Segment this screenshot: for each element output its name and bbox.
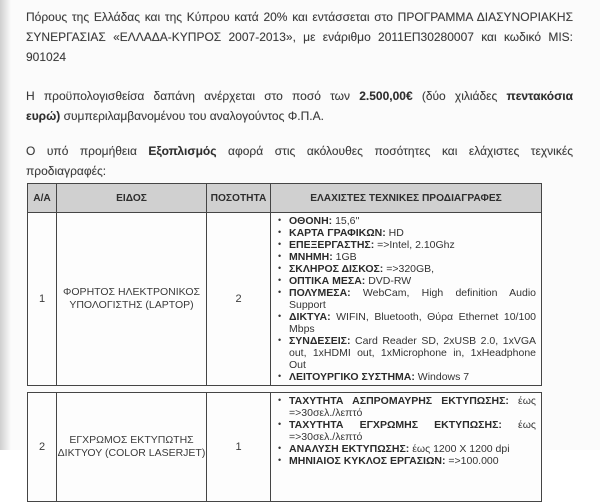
table-row-laptop [27, 213, 542, 386]
col-header-index: Α/Α [28, 184, 57, 212]
spec-item [277, 335, 536, 371]
text-segment: συμπεριλαμβανομένου του αναλογούντος Φ.Π.Α. [60, 109, 324, 123]
bullet-icon: • [278, 371, 282, 381]
spec-item [277, 311, 536, 335]
spec-item [277, 251, 536, 263]
text-segment: Πόρους της Ελλάδας και της Κύπρου κατά 20% και εντάσσεται στο ΠΡΟΓΡΑΜΜΑ ΔΙΑΣΥΝΟΡΙΑΚΗΣ [26, 10, 573, 24]
spec-label: ΤΑΧΥΤΗΤΑ ΑΣΠΡΟΜΑΥΡΗΣ ΕΚΤΥΠΩΣΗΣ: [289, 395, 509, 407]
table-header-row [27, 183, 542, 213]
spec-value: WebCam, High definition Audio Support [289, 287, 536, 311]
spec-label: ΛΕΙΤΟΥΡΓΙΚΟ ΣΥΣΤΗΜΑ: [289, 371, 415, 383]
spec-value: =>320GB, [383, 263, 435, 275]
text-line [26, 7, 573, 27]
spec-item [277, 227, 536, 239]
col-header-quantity: ΠΟΣΟΤΗΤΑ [207, 184, 271, 212]
spec-label: ΑΝΑΛΥΣΗ ΕΚΤΥΠΩΣΗΣ: [289, 443, 410, 455]
bullet-icon: • [278, 275, 282, 285]
item-specs-cell [271, 393, 541, 501]
bold-text-segment: πεντακόσια [506, 89, 573, 103]
spec-label: ΕΠΕΞΕΡΓΑΣΤΗΣ: [289, 239, 375, 251]
spec-item [277, 239, 536, 251]
spec-label: ΜΝΗΜΗ: [289, 251, 333, 263]
text-line [26, 141, 573, 161]
item-name-line: ΥΠΟΛΟΓΙΣΤΗΣ (LAPTOP) [69, 299, 194, 311]
bullet-icon: • [278, 215, 282, 225]
item-name-line: ΔΙΚΤΥΟΥ (COLOR LASERJET) [57, 447, 206, 459]
text-segment: (δύο χιλιάδες [412, 89, 507, 103]
spec-value: 1GB [332, 251, 357, 263]
spec-item [277, 275, 536, 287]
spec-label: ΣΚΛΗΡΟΣ ΔΙΣΚΟΣ: [289, 263, 384, 275]
spec-value: έως =>30σελ./λεπτό [289, 419, 536, 443]
text-segment: αφορά στις ακόλουθες ποσότητες και ελάχιστες τεχνικές [216, 144, 573, 158]
spec-label: ΟΘΟΝΗ: [289, 215, 333, 227]
text-segment: προδιαγραφές: [26, 164, 107, 178]
spec-item [277, 443, 536, 455]
spec-label: ΟΠΤΙΚΑ ΜΕΣΑ: [289, 275, 366, 287]
spec-label: ΠΟΛΥΜΕΣΑ: [289, 287, 351, 299]
bullet-icon: • [278, 443, 282, 453]
text-segment: Ο υπό προμήθεια [26, 144, 149, 158]
equipment-intro-paragraph [26, 141, 573, 181]
item-name [57, 213, 207, 385]
row-index: 2 [28, 393, 57, 501]
text-segment: ΣΥΝΕΡΓΑΣΙΑΣ «ΕΛΛΑΔΑ-ΚΥΠΡΟΣ 2007-2013», με ενάριθμο 2011ΕΠ30280007 και κωδικό MIS: [26, 30, 573, 44]
item-specs-cell [271, 213, 541, 385]
spec-label: ΚΑΡΤΑ ΓΡΑΦΙΚΩΝ: [289, 227, 386, 239]
item-name-line: ΦΟΡΗΤΟΣ ΗΛΕΚΤΡΟΝΙΚΟΣ [63, 286, 200, 298]
item-name [57, 393, 207, 501]
text-segment: 901024 [26, 50, 67, 64]
bold-text-segment: ευρώ) [26, 109, 61, 123]
spec-value: έως 1200 X 1200 dpi [409, 443, 510, 455]
spec-item [277, 395, 536, 419]
budget-paragraph [26, 86, 573, 126]
text-line [26, 161, 573, 181]
spec-label: ΣΥΝΔΕΣΕΙΣ: [289, 335, 351, 347]
item-name-line: ΕΓΧΡΩΜΟΣ ΕΚΤΥΠΩΤΗΣ [69, 434, 194, 446]
row-index: 1 [28, 213, 57, 385]
specs-list [271, 213, 541, 385]
equipment-specs-table [27, 183, 542, 502]
bullet-icon: • [278, 419, 282, 429]
specs-list [271, 393, 541, 469]
text-line [26, 27, 573, 47]
spec-value: 15,6'' [332, 215, 360, 227]
spec-value: =>100.000 [445, 455, 499, 467]
spec-item [277, 263, 536, 275]
bullet-icon: • [278, 239, 282, 249]
funding-paragraph [26, 7, 573, 67]
col-header-specs: ΕΛΑΧΙΣΤΕΣ ΤΕΧΝΙΚΕΣ ΠΡΟΔΙΑΓΡΑΦΕΣ [310, 192, 502, 204]
text-segment: Η προϋπολογισθείσα δαπάνη ανέρχεται στο ποσό των [26, 89, 360, 103]
spec-label: ΔΙΚΤΥΑ: [289, 311, 331, 323]
spec-value: =>Intel, 2.10Ghz [374, 239, 455, 251]
table-row-printer [27, 392, 542, 502]
col-header-item: ΕΙΔΟΣ [57, 184, 207, 212]
bullet-icon: • [278, 287, 282, 297]
spec-value: έως =>30σελ./λεπτό [289, 395, 536, 419]
spec-item [277, 455, 536, 467]
spec-label: ΜΗΝΙΑΙΟΣ ΚΥΚΛΟΣ ΕΡΓΑΣΙΩΝ: [289, 455, 446, 467]
text-line [26, 106, 573, 126]
text-line [26, 47, 573, 67]
spec-value: Card Reader SD, 2xUSB 2.0, 1xVGA out, 1xHDMI out, 1xMicrophone in, 1xHeadphone Out [289, 335, 536, 371]
spec-value: WIFIN, Bluetooth, Θύρα Ethernet 10/100 Mbps [289, 311, 536, 335]
item-quantity: 2 [207, 213, 271, 385]
spec-item [277, 371, 536, 383]
bullet-icon: • [278, 251, 282, 261]
spec-item [277, 287, 536, 311]
bullet-icon: • [278, 311, 282, 321]
item-quantity: 1 [207, 393, 271, 501]
bullet-icon: • [278, 335, 282, 345]
spec-value: Windows 7 [414, 371, 470, 383]
spec-label: ΤΑΧΥΤΗΤΑ ΕΓΧΡΩΜΗΣ ΕΚΤΥΠΩΣΗΣ: [289, 419, 502, 431]
text-line [26, 86, 573, 106]
spec-item [277, 419, 536, 443]
bold-text-segment: 2.500,00€ [359, 89, 413, 103]
bullet-icon: • [278, 455, 282, 465]
bullet-icon: • [278, 395, 282, 405]
bullet-icon: • [278, 227, 282, 237]
spec-item [277, 215, 536, 227]
spec-value: DVD-RW [365, 275, 412, 287]
spec-value: HD [385, 227, 404, 239]
bullet-icon: • [278, 263, 282, 273]
bold-text-segment: Εξοπλισμός [148, 144, 217, 158]
